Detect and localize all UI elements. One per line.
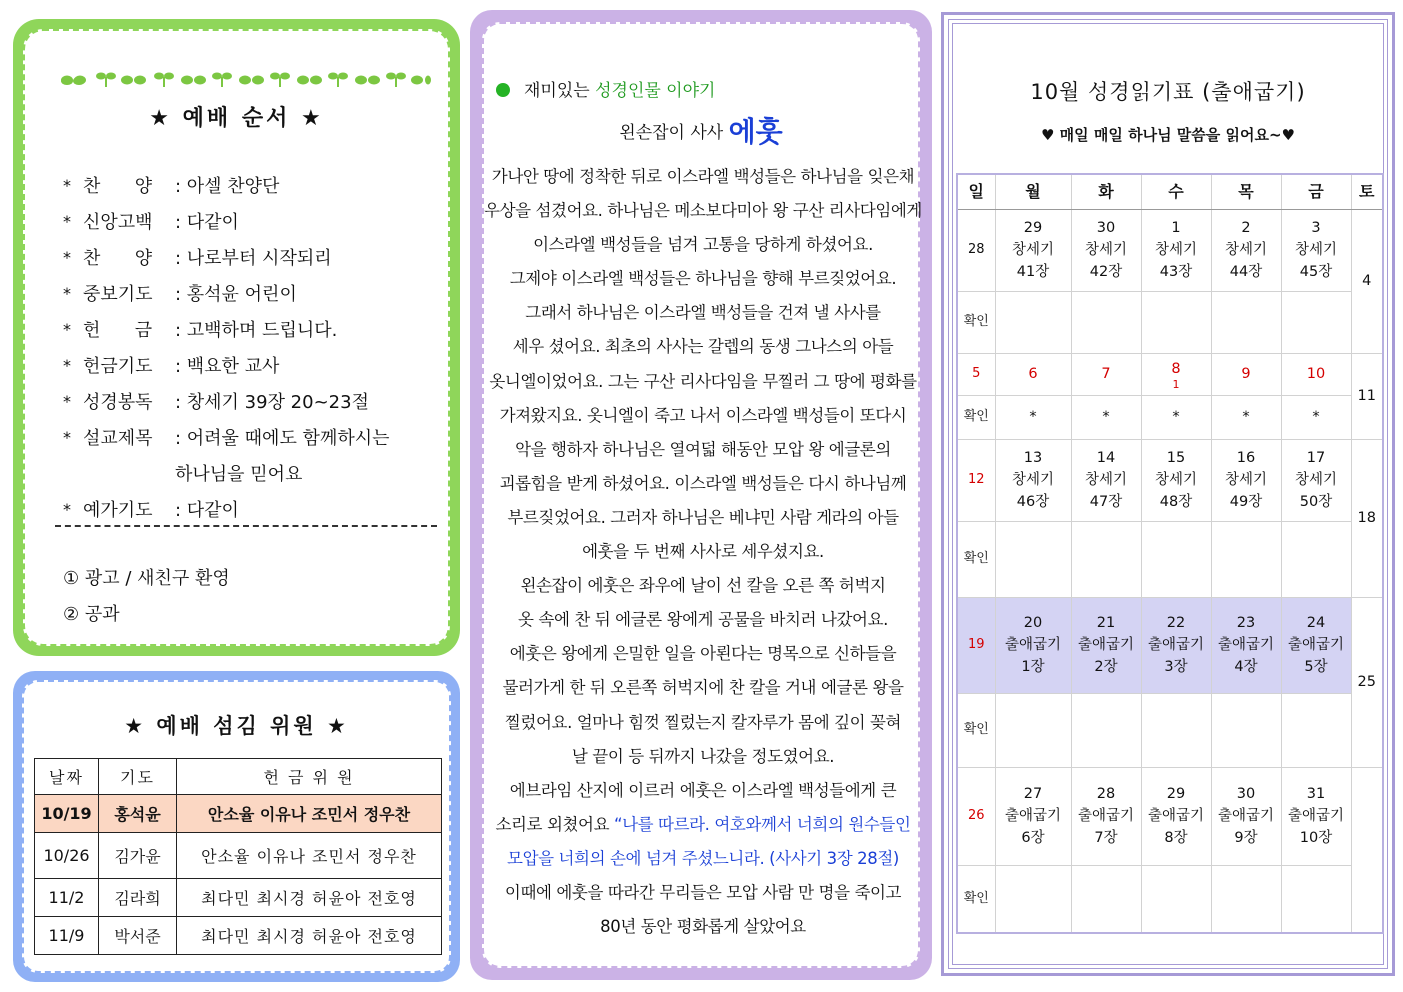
order-row-sermon-cont: 하나님을 믿어요 bbox=[175, 464, 303, 485]
check-label: 확인 bbox=[957, 693, 995, 767]
green-dot-icon bbox=[496, 83, 510, 97]
calendar-day-cell: 10 bbox=[1281, 353, 1351, 395]
calendar-week-row bbox=[957, 209, 1383, 291]
check-label: 확인 bbox=[957, 865, 995, 933]
day-sun: 일 bbox=[957, 174, 995, 209]
check-cell bbox=[1071, 865, 1141, 933]
check-cell bbox=[995, 693, 1071, 767]
reading-plan-title: 10월 성경읽기표 (출애굽기) bbox=[1030, 80, 1306, 104]
saturday-date: 18 bbox=[1351, 439, 1383, 597]
check-cell bbox=[995, 291, 1071, 353]
check-cell bbox=[995, 521, 1071, 597]
sunday-date: 12 bbox=[957, 439, 995, 521]
check-cell bbox=[1071, 693, 1141, 767]
check-cell bbox=[1281, 865, 1351, 933]
character-name: 에훗 bbox=[728, 115, 783, 148]
dashed-divider bbox=[55, 525, 437, 527]
story-heading: 재미있는 성경인물 이야기 bbox=[496, 76, 715, 101]
check-cell bbox=[1281, 693, 1351, 767]
calendar-day-cell: 6 bbox=[995, 353, 1071, 395]
calendar-day-cell: 14 창세기 47장 bbox=[1071, 439, 1141, 521]
table-row: 11/9 박서준 최다민 최시경 허윤아 전호영 bbox=[35, 917, 442, 955]
table-row: 11/2 김라희 최다민 최시경 허윤아 전호영 bbox=[35, 879, 442, 917]
day-thu: 목 bbox=[1211, 174, 1281, 209]
sunday-date: 26 bbox=[957, 767, 995, 865]
verse-quote: “나를 따르라. 여호와께서 너희의 원수들인 bbox=[613, 814, 911, 834]
calendar-day-cell: 30 창세기 42장 bbox=[1071, 209, 1141, 291]
calendar-check-row bbox=[957, 395, 1383, 439]
check-cell bbox=[1211, 865, 1281, 933]
reading-plan-motto: ♥ 매일 매일 하나님 말씀을 읽어요~♥ bbox=[1041, 126, 1295, 144]
calendar-day-cell: 16 창세기 49장 bbox=[1211, 439, 1281, 521]
servers-panel bbox=[13, 671, 460, 982]
calendar-day-cell: 3 창세기 45장 bbox=[1281, 209, 1351, 291]
calendar-check-row bbox=[957, 693, 1383, 767]
worship-order-title: ★ 예배 순서 ★ bbox=[149, 106, 324, 131]
day-sat: 토 bbox=[1351, 174, 1383, 209]
saturday-date: 11 bbox=[1351, 353, 1383, 439]
worship-order-card bbox=[23, 29, 450, 646]
check-cell: * bbox=[995, 395, 1071, 439]
calendar-day-cell: 24 출애굽기 5장 bbox=[1281, 597, 1351, 693]
calendar-check-row bbox=[957, 521, 1383, 597]
order-row-offering: * 헌 금 : 고백하며 드립니다. bbox=[63, 319, 338, 341]
calendar-day-cell: 22 출애굽기 3장 bbox=[1141, 597, 1211, 693]
saturday-date: 4 bbox=[1351, 209, 1383, 353]
calendar-day-cell: 9 bbox=[1211, 353, 1281, 395]
order-row-confession: * 신앙고백 : 다같이 bbox=[63, 211, 239, 233]
story-panel bbox=[470, 10, 932, 980]
table-row: 10/19 홍석윤 안소율 이유나 조민서 정우찬 bbox=[35, 795, 442, 833]
day-tue: 화 bbox=[1071, 174, 1141, 209]
check-cell bbox=[995, 865, 1071, 933]
check-cell: * bbox=[1141, 395, 1211, 439]
check-cell bbox=[1071, 291, 1141, 353]
story-subtitle: 왼손잡이 사사 에훗 bbox=[619, 115, 783, 148]
saturday-date bbox=[1351, 767, 1383, 933]
check-cell: * bbox=[1211, 395, 1281, 439]
check-cell bbox=[1211, 521, 1281, 597]
note-lesson: ② 공과 bbox=[63, 604, 120, 625]
calendar-day-cell: 23 출애굽기 4장 bbox=[1211, 597, 1281, 693]
header-offering: 헌 금 위 원 bbox=[177, 759, 442, 795]
check-cell bbox=[1211, 291, 1281, 353]
calendar-day-cell: 13 창세기 46장 bbox=[995, 439, 1071, 521]
calendar-week-row bbox=[957, 767, 1383, 865]
servers-header-row bbox=[35, 759, 442, 795]
calendar-day-cell: 28 출애굽기 7장 bbox=[1071, 767, 1141, 865]
order-row-praise-1: * 찬 양 : 아셀 찬양단 bbox=[63, 175, 280, 197]
story-body: 가나안 땅에 정착한 뒤로 이스라엘 백성들은 하나님을 잊은채 우상을 섬겼어요. 하나님은 메소보다미아 왕 구산 리사다임에게 이스라엘 백성들을 넘겨 고통을 당하게 하셨어요. 그제야 이스라엘 백성들은 하나님을 향해 부르짖었어요. 그래서 하나님은 이스라엘 백성들을 건져 낼 사사를 세우 셨어요. 최초의 사사는 갈렙의 동생 그나스의 아들 옷니엘이었어요. 그는 구산 리사다임을 무찔러 그 땅에 평화를 가져왔지요. 옷니엘이 죽고 나서 이스라엘 백성들이 또다시 악을 행하자 하나님은 열여덟 해동안 모압 왕 에글론의 괴롭힘을 받게 하셨어요. 이스라엘 백성들은 다시 하나님께 부르짖었어요. 그러자 하나님은 베냐민 사람 게라의 아들 에훗을 두 번째 사사로 세우셨지요. 왼손잡이 에훗은 좌우에 날이 선 칼을 오른 쪽 허벅지 옷 속에 찬 뒤 에글론 왕에게 공물을 바치러 나갔어요. 에훗은 왕에게 은밀한 일을 아뢴다는 명목으로 신하들을 물러가게 한 뒤 오른쪽 허벅지에 찬 칼을 거내 에글론 왕을 찔렀어요. 얼마나 힘껏 찔렀는지 칼자루가 몸에 깊이 꽂혀 날 끝이 등 뒤까지 나갔을 정도였어요. 에브라임 산지에 이르러 에훗은 이스라엘 백성들에게 큰 소리로 외쳤어요 “나를 따르라. 여호와께서 너희의 원수들인 모압을 너희의 손에 넘겨 주셨느니라. (사사기 3장 28절) 이때에 에훗을 따라간 무리들은 모압 사람 만 명을 죽이고 80년 동안 평화롭게 살았어요 bbox=[484, 167, 922, 937]
order-notes bbox=[63, 559, 230, 631]
calendar-check-row bbox=[957, 291, 1383, 353]
calendar-day-cell: 1 창세기 43장 bbox=[1141, 209, 1211, 291]
day-fri: 금 bbox=[1281, 174, 1351, 209]
check-label: 확인 bbox=[957, 395, 995, 439]
calendar-day-cell: 29 창세기 41장 bbox=[995, 209, 1071, 291]
verse-quote-cont: 모압을 너희의 손에 넘겨 주셨느니라. (사사기 3장 28절) bbox=[507, 848, 899, 868]
order-row-scripture: * 성경봉독 : 창세기 39장 20~23절 bbox=[63, 391, 369, 413]
calendar-day-cell: 7 bbox=[1071, 353, 1141, 395]
check-cell bbox=[1141, 693, 1211, 767]
header-prayer: 기도 bbox=[99, 759, 177, 795]
servers-card bbox=[22, 680, 451, 973]
sunday-date: 5 bbox=[957, 353, 995, 395]
calendar-day-cell: 27 출애굽기 6장 bbox=[995, 767, 1071, 865]
order-row-closing-prayer: * 예가기도 : 다같이 bbox=[63, 499, 239, 521]
calendar-day-cell: 17 창세기 50장 bbox=[1281, 439, 1351, 521]
check-cell bbox=[1211, 693, 1281, 767]
check-cell bbox=[1071, 521, 1141, 597]
calendar-day-cell: 15 창세기 48장 bbox=[1141, 439, 1211, 521]
check-cell bbox=[1141, 291, 1211, 353]
reading-plan-panel bbox=[941, 12, 1395, 976]
servers-title: ★ 예배 섬김 위원 ★ bbox=[124, 714, 349, 738]
calendar-day-cell: 20 출애굽기 1장 bbox=[995, 597, 1071, 693]
calendar-header-row bbox=[957, 174, 1383, 209]
table-row: 10/26 김가윤 안소율 이유나 조민서 정우찬 bbox=[35, 833, 442, 879]
calendar-day-cell: 2 창세기 44장 bbox=[1211, 209, 1281, 291]
reading-calendar bbox=[956, 173, 1384, 934]
sprout-border-icon bbox=[61, 67, 431, 89]
calendar-day-cell: 8 1 bbox=[1141, 353, 1211, 395]
check-cell bbox=[1281, 521, 1351, 597]
sunday-date: 19 bbox=[957, 597, 995, 693]
check-label: 확인 bbox=[957, 521, 995, 597]
check-label: 확인 bbox=[957, 291, 995, 353]
check-cell bbox=[1141, 865, 1211, 933]
check-cell: * bbox=[1281, 395, 1351, 439]
servers-table bbox=[34, 758, 442, 955]
calendar-day-cell: 31 출애굽기 10장 bbox=[1281, 767, 1351, 865]
note-announcement: ① 광고 / 새친구 환영 bbox=[63, 568, 230, 589]
calendar-day-cell: 29 출애굽기 8장 bbox=[1141, 767, 1211, 865]
calendar-day-cell: 21 출애굽기 2장 bbox=[1071, 597, 1141, 693]
story-card bbox=[482, 22, 920, 968]
header-date: 날짜 bbox=[35, 759, 99, 795]
calendar-week-row bbox=[957, 439, 1383, 521]
calendar-check-row bbox=[957, 865, 1383, 933]
day-mon: 월 bbox=[995, 174, 1071, 209]
saturday-date: 25 bbox=[1351, 597, 1383, 767]
check-cell: * bbox=[1071, 395, 1141, 439]
calendar-day-cell: 30 출애굽기 9장 bbox=[1211, 767, 1281, 865]
order-row-sermon: * 설교제목 : 어려울 때에도 함께하시는 bbox=[63, 427, 390, 449]
calendar-week-row bbox=[957, 597, 1383, 693]
check-cell bbox=[1141, 521, 1211, 597]
day-wed: 수 bbox=[1141, 174, 1211, 209]
worship-order-panel bbox=[13, 19, 460, 656]
order-row-offering-prayer: * 헌금기도 : 백요한 교사 bbox=[63, 355, 280, 377]
order-row-praise-2: * 찬 양 : 나로부터 시작되리 bbox=[63, 247, 332, 269]
check-cell bbox=[1281, 291, 1351, 353]
calendar-week-row bbox=[957, 353, 1383, 395]
worship-order-list bbox=[63, 167, 453, 527]
sunday-date: 28 bbox=[957, 209, 995, 291]
order-row-intercession: * 중보기도 : 홍석윤 어린이 bbox=[63, 283, 297, 305]
